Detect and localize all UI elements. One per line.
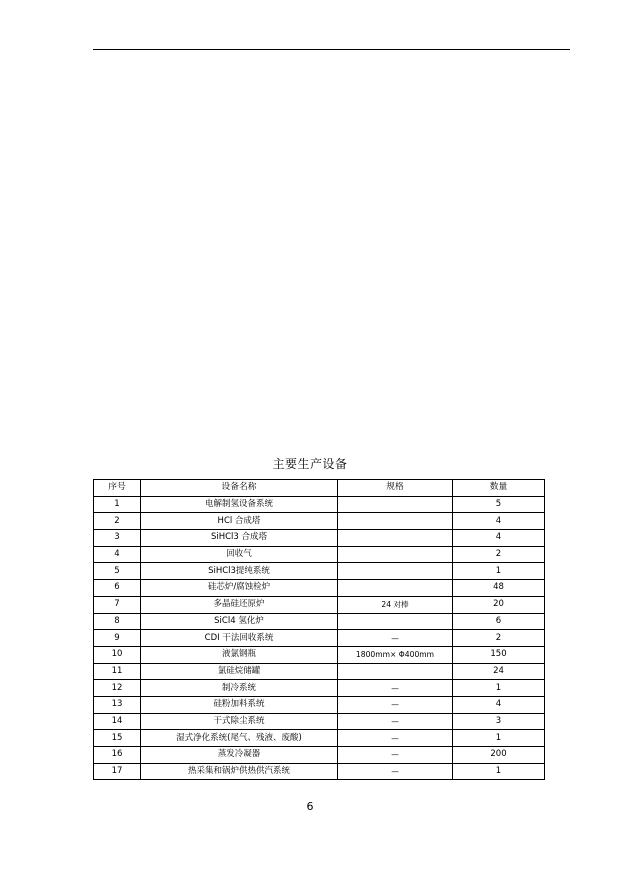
cell-index: 17 (94, 763, 141, 780)
column-header-spec: 规格 (338, 480, 453, 497)
cell-spec: — (338, 747, 453, 764)
cell-quantity: 5 (453, 496, 545, 513)
table-title: 主要生产设备 (272, 457, 348, 471)
cell-quantity: 1 (453, 730, 545, 747)
table-row (94, 713, 545, 730)
cell-spec (338, 663, 453, 680)
table-row (94, 496, 545, 513)
cell-name: HCl 合成塔 (141, 513, 338, 530)
cell-quantity: 4 (453, 513, 545, 530)
cell-spec (338, 496, 453, 513)
cell-name: 液氯钢瓶 (141, 646, 338, 663)
cell-index: 12 (94, 680, 141, 697)
cell-spec (338, 530, 453, 547)
cell-name: SiCl4 氢化炉 (141, 613, 338, 630)
cell-index: 7 (94, 596, 141, 613)
cell-spec (338, 513, 453, 530)
cell-name: 硅粉加料系统 (141, 696, 338, 713)
cell-spec: — (338, 696, 453, 713)
cell-quantity: 1 (453, 680, 545, 697)
table-row (94, 646, 545, 663)
cell-index: 1 (94, 496, 141, 513)
cell-spec (338, 613, 453, 630)
cell-name: SiHCl3 合成塔 (141, 530, 338, 547)
cell-quantity: 2 (453, 630, 545, 647)
cell-spec (338, 580, 453, 597)
table-row (94, 613, 545, 630)
cell-name: 湿式净化系统(尾气、残液、废酸) (141, 730, 338, 747)
table-row (94, 530, 545, 547)
cell-name: 多晶硅还原炉 (141, 596, 338, 613)
cell-spec: — (338, 630, 453, 647)
cell-name: 干式除尘系统 (141, 713, 338, 730)
cell-spec: — (338, 730, 453, 747)
table-row (94, 763, 545, 780)
cell-quantity: 2 (453, 546, 545, 563)
cell-quantity: 200 (453, 747, 545, 764)
table-row (94, 696, 545, 713)
cell-quantity: 1 (453, 763, 545, 780)
table-row (94, 730, 545, 747)
cell-quantity: 24 (453, 663, 545, 680)
page-number: 6 (306, 800, 314, 813)
table-row (94, 546, 545, 563)
header-rule (93, 49, 570, 50)
column-header-quantity: 数量 (453, 480, 545, 497)
equipment-table (93, 479, 545, 780)
cell-spec: — (338, 680, 453, 697)
cell-name: 硅芯炉/腐蚀检炉 (141, 580, 338, 597)
table-row (94, 563, 545, 580)
cell-spec (338, 563, 453, 580)
cell-quantity: 150 (453, 646, 545, 663)
cell-spec: — (338, 713, 453, 730)
cell-index: 11 (94, 663, 141, 680)
cell-name: 热采集和锅炉供热供汽系统 (141, 763, 338, 780)
cell-index: 4 (94, 546, 141, 563)
table-row (94, 580, 545, 597)
cell-index: 3 (94, 530, 141, 547)
table-header-row (94, 480, 545, 497)
cell-name: 制冷系统 (141, 680, 338, 697)
cell-quantity: 4 (453, 696, 545, 713)
table-row (94, 680, 545, 697)
table-row (94, 596, 545, 613)
cell-name: 电解制氢设备系统 (141, 496, 338, 513)
table-row (94, 630, 545, 647)
cell-index: 10 (94, 646, 141, 663)
cell-quantity: 20 (453, 596, 545, 613)
cell-index: 15 (94, 730, 141, 747)
cell-spec (338, 546, 453, 563)
cell-name: 氯硅烷储罐 (141, 663, 338, 680)
cell-index: 16 (94, 747, 141, 764)
cell-index: 2 (94, 513, 141, 530)
cell-index: 14 (94, 713, 141, 730)
cell-quantity: 4 (453, 530, 545, 547)
cell-index: 6 (94, 580, 141, 597)
cell-name: 回收气 (141, 546, 338, 563)
cell-index: 5 (94, 563, 141, 580)
cell-quantity: 48 (453, 580, 545, 597)
cell-name: CDI 干法回收系统 (141, 630, 338, 647)
cell-name: 蒸发冷凝器 (141, 747, 338, 764)
cell-name: SiHCl3提纯系统 (141, 563, 338, 580)
table-row (94, 513, 545, 530)
cell-index: 9 (94, 630, 141, 647)
cell-quantity: 6 (453, 613, 545, 630)
cell-index: 8 (94, 613, 141, 630)
table-row (94, 663, 545, 680)
column-header-index: 序号 (94, 480, 141, 497)
cell-quantity: 1 (453, 563, 545, 580)
cell-spec: — (338, 763, 453, 780)
table-row (94, 747, 545, 764)
cell-quantity: 3 (453, 713, 545, 730)
cell-spec: 24 对棒 (338, 596, 453, 613)
column-header-name: 设备名称 (141, 480, 338, 497)
cell-spec: 1800mm× Φ400mm (338, 646, 453, 663)
cell-index: 13 (94, 696, 141, 713)
